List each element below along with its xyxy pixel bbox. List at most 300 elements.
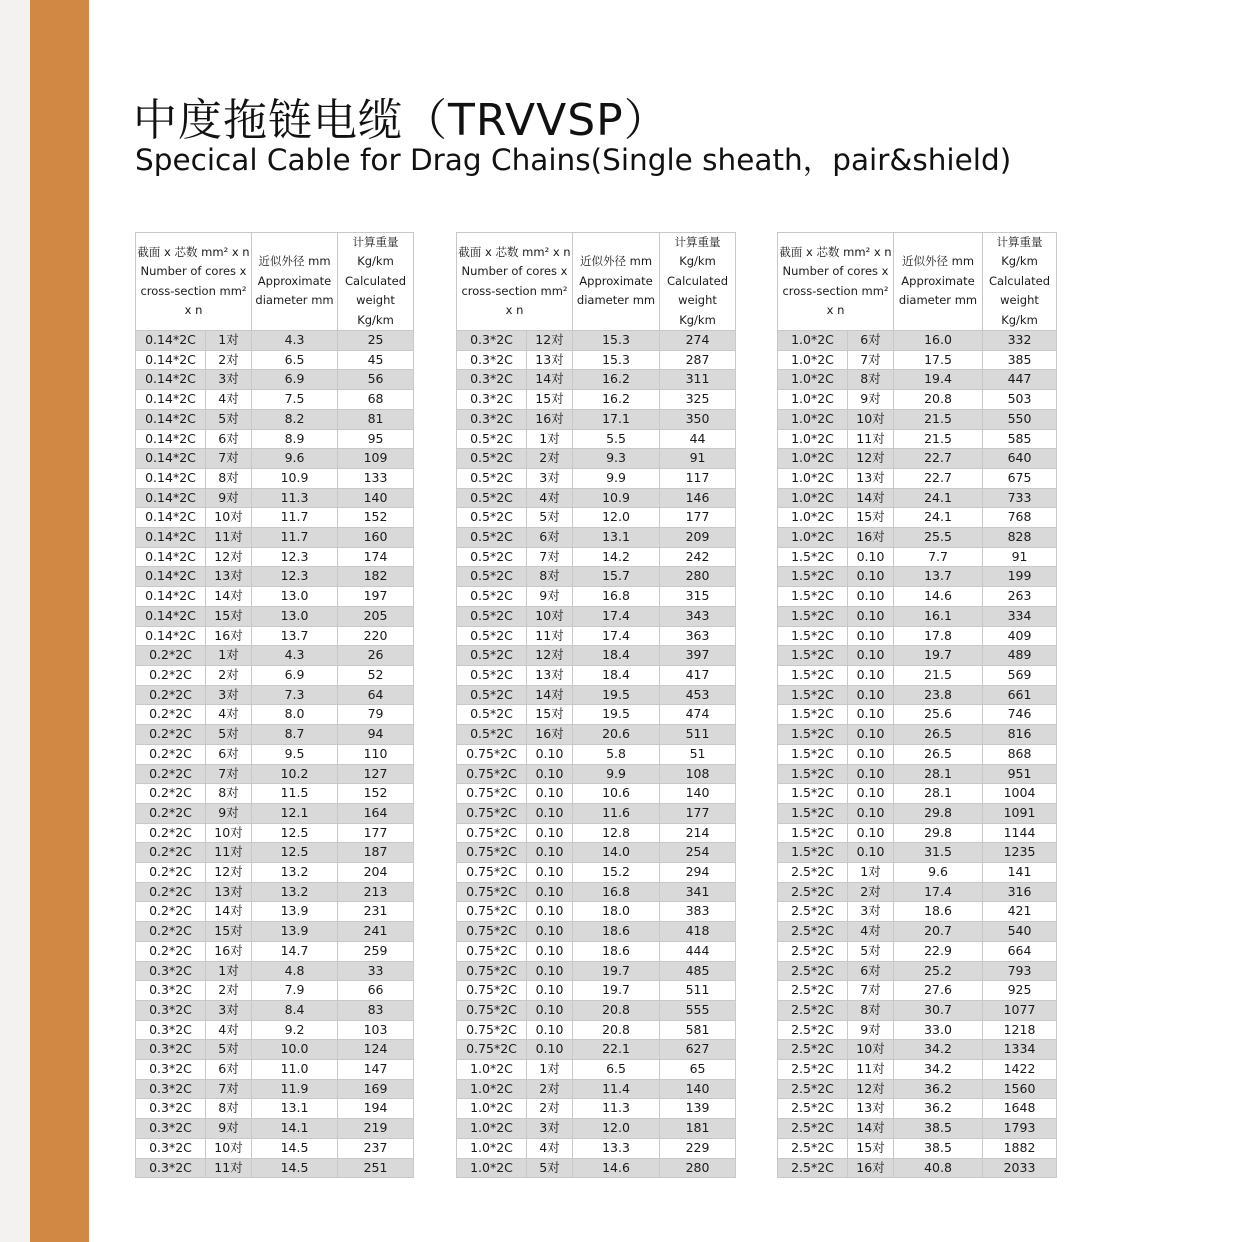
table-row bbox=[457, 1040, 736, 1060]
cell-weight: 555 bbox=[660, 1000, 736, 1020]
cell-diameter: 13.2 bbox=[252, 863, 338, 883]
cell-weight: 251 bbox=[338, 1158, 414, 1178]
cell-cross-section: 0.3*2C bbox=[457, 409, 527, 429]
table-row bbox=[457, 508, 736, 528]
cell-weight: 79 bbox=[338, 705, 414, 725]
cell-pairs: 15对 bbox=[527, 390, 573, 410]
cell-pairs: 11对 bbox=[206, 528, 252, 548]
cell-diameter: 9.6 bbox=[252, 449, 338, 469]
table-row bbox=[778, 725, 1057, 745]
table-row bbox=[778, 784, 1057, 804]
header-diameter: 近似外径 mm Approximate diameter mm bbox=[252, 233, 338, 331]
cell-pairs: 5对 bbox=[848, 941, 894, 961]
cell-cross-section: 0.2*2C bbox=[136, 705, 206, 725]
cell-pairs: 16对 bbox=[206, 626, 252, 646]
cell-diameter: 17.1 bbox=[573, 409, 660, 429]
cell-pairs: 8对 bbox=[527, 567, 573, 587]
cell-pairs: 6对 bbox=[206, 429, 252, 449]
cell-diameter: 22.9 bbox=[894, 941, 983, 961]
cell-weight: 64 bbox=[338, 685, 414, 705]
cell-cross-section: 1.0*2C bbox=[457, 1079, 527, 1099]
cell-diameter: 13.7 bbox=[252, 626, 338, 646]
cell-weight: 214 bbox=[660, 823, 736, 843]
cell-pairs: 5对 bbox=[206, 1040, 252, 1060]
cell-diameter: 17.4 bbox=[573, 626, 660, 646]
cell-pairs: 0.10 bbox=[848, 547, 894, 567]
cell-pairs: 8对 bbox=[206, 468, 252, 488]
cell-weight: 343 bbox=[660, 606, 736, 626]
table-row bbox=[457, 863, 736, 883]
cell-cross-section: 0.2*2C bbox=[136, 922, 206, 942]
cell-weight: 103 bbox=[338, 1020, 414, 1040]
table-row bbox=[457, 961, 736, 981]
table-row bbox=[778, 882, 1057, 902]
cell-weight: 51 bbox=[660, 744, 736, 764]
cell-weight: 140 bbox=[660, 1079, 736, 1099]
table-row bbox=[136, 449, 414, 469]
table-row bbox=[457, 823, 736, 843]
cell-diameter: 25.5 bbox=[894, 528, 983, 548]
cell-pairs: 9对 bbox=[527, 587, 573, 607]
table-row bbox=[778, 646, 1057, 666]
cell-weight: 409 bbox=[983, 626, 1057, 646]
cell-cross-section: 0.2*2C bbox=[136, 665, 206, 685]
cell-pairs: 1对 bbox=[206, 961, 252, 981]
cell-weight: 2033 bbox=[983, 1158, 1057, 1178]
cell-weight: 280 bbox=[660, 1158, 736, 1178]
table-row bbox=[136, 725, 414, 745]
cell-pairs: 0.10 bbox=[527, 882, 573, 902]
cell-diameter: 13.3 bbox=[573, 1138, 660, 1158]
table-row bbox=[457, 370, 736, 390]
cell-pairs: 4对 bbox=[206, 390, 252, 410]
cell-pairs: 1对 bbox=[527, 429, 573, 449]
cell-weight: 1793 bbox=[983, 1119, 1057, 1139]
cell-weight: 109 bbox=[338, 449, 414, 469]
cell-cross-section: 0.3*2C bbox=[136, 1079, 206, 1099]
cell-cross-section: 0.14*2C bbox=[136, 488, 206, 508]
cell-weight: 56 bbox=[338, 370, 414, 390]
table-row bbox=[778, 705, 1057, 725]
cell-diameter: 15.7 bbox=[573, 567, 660, 587]
cell-weight: 341 bbox=[660, 882, 736, 902]
cell-cross-section: 0.2*2C bbox=[136, 823, 206, 843]
cell-cross-section: 2.5*2C bbox=[778, 1119, 848, 1139]
table-header-row bbox=[457, 233, 736, 331]
cell-diameter: 21.5 bbox=[894, 429, 983, 449]
cell-pairs: 0.10 bbox=[848, 626, 894, 646]
cell-pairs: 0.10 bbox=[527, 764, 573, 784]
table-row bbox=[457, 587, 736, 607]
cell-weight: 197 bbox=[338, 587, 414, 607]
cell-cross-section: 0.75*2C bbox=[457, 843, 527, 863]
cell-diameter: 24.1 bbox=[894, 508, 983, 528]
cell-cross-section: 0.5*2C bbox=[457, 567, 527, 587]
table-row bbox=[778, 370, 1057, 390]
cell-cross-section: 0.3*2C bbox=[136, 1020, 206, 1040]
cell-cross-section: 0.2*2C bbox=[136, 941, 206, 961]
table-row bbox=[778, 823, 1057, 843]
cell-diameter: 20.8 bbox=[894, 390, 983, 410]
cell-diameter: 14.5 bbox=[252, 1138, 338, 1158]
header-weight: 计算重量 Kg/km Calculated weight Kg/km bbox=[338, 233, 414, 331]
table-row bbox=[457, 449, 736, 469]
table-row bbox=[457, 705, 736, 725]
table-row bbox=[778, 1040, 1057, 1060]
cell-pairs: 13对 bbox=[848, 468, 894, 488]
cell-cross-section: 0.3*2C bbox=[136, 1000, 206, 1020]
cell-weight: 1422 bbox=[983, 1060, 1057, 1080]
cell-pairs: 10对 bbox=[527, 606, 573, 626]
cell-weight: 95 bbox=[338, 429, 414, 449]
table-row bbox=[457, 685, 736, 705]
table-row bbox=[457, 331, 736, 351]
cell-weight: 127 bbox=[338, 764, 414, 784]
cell-cross-section: 0.75*2C bbox=[457, 981, 527, 1001]
cell-weight: 1882 bbox=[983, 1138, 1057, 1158]
table-row bbox=[457, 468, 736, 488]
cell-weight: 177 bbox=[660, 508, 736, 528]
table-row bbox=[136, 1158, 414, 1178]
cell-diameter: 18.6 bbox=[573, 922, 660, 942]
cell-pairs: 0.10 bbox=[848, 705, 894, 725]
cell-diameter: 18.0 bbox=[573, 902, 660, 922]
cell-pairs: 13对 bbox=[527, 350, 573, 370]
cell-diameter: 13.0 bbox=[252, 587, 338, 607]
cell-diameter: 11.0 bbox=[252, 1060, 338, 1080]
cell-cross-section: 0.3*2C bbox=[136, 1119, 206, 1139]
cell-pairs: 0.10 bbox=[848, 587, 894, 607]
cell-pairs: 13对 bbox=[206, 567, 252, 587]
table-row bbox=[778, 1119, 1057, 1139]
table-row bbox=[457, 665, 736, 685]
cell-diameter: 22.1 bbox=[573, 1040, 660, 1060]
cell-diameter: 16.0 bbox=[894, 331, 983, 351]
cell-cross-section: 1.0*2C bbox=[778, 528, 848, 548]
table-row bbox=[136, 803, 414, 823]
table-row bbox=[778, 1060, 1057, 1080]
cell-weight: 83 bbox=[338, 1000, 414, 1020]
table-row bbox=[778, 941, 1057, 961]
cell-pairs: 7对 bbox=[206, 1079, 252, 1099]
cell-cross-section: 0.75*2C bbox=[457, 823, 527, 843]
cell-weight: 146 bbox=[660, 488, 736, 508]
cell-cross-section: 2.5*2C bbox=[778, 922, 848, 942]
cell-cross-section: 0.5*2C bbox=[457, 626, 527, 646]
table-row bbox=[778, 1138, 1057, 1158]
cell-diameter: 12.1 bbox=[252, 803, 338, 823]
cell-pairs: 5对 bbox=[527, 1158, 573, 1178]
table-row bbox=[778, 409, 1057, 429]
cell-weight: 91 bbox=[983, 547, 1057, 567]
cell-cross-section: 1.0*2C bbox=[778, 508, 848, 528]
cell-weight: 152 bbox=[338, 784, 414, 804]
cell-pairs: 16对 bbox=[206, 941, 252, 961]
cell-diameter: 12.5 bbox=[252, 823, 338, 843]
cell-pairs: 8对 bbox=[848, 1000, 894, 1020]
cell-diameter: 6.5 bbox=[252, 350, 338, 370]
cell-diameter: 9.3 bbox=[573, 449, 660, 469]
table-row bbox=[778, 468, 1057, 488]
cell-weight: 44 bbox=[660, 429, 736, 449]
cell-weight: 1077 bbox=[983, 1000, 1057, 1020]
cell-diameter: 17.4 bbox=[573, 606, 660, 626]
cell-pairs: 0.10 bbox=[848, 567, 894, 587]
cell-diameter: 34.2 bbox=[894, 1060, 983, 1080]
cell-cross-section: 0.3*2C bbox=[136, 981, 206, 1001]
cell-pairs: 6对 bbox=[206, 1060, 252, 1080]
cell-weight: 489 bbox=[983, 646, 1057, 666]
cell-cross-section: 0.2*2C bbox=[136, 764, 206, 784]
table-row bbox=[457, 488, 736, 508]
cell-pairs: 16对 bbox=[848, 528, 894, 548]
cell-pairs: 14对 bbox=[527, 685, 573, 705]
cell-weight: 828 bbox=[983, 528, 1057, 548]
cell-diameter: 17.4 bbox=[894, 882, 983, 902]
cell-cross-section: 1.0*2C bbox=[778, 449, 848, 469]
cell-weight: 181 bbox=[660, 1119, 736, 1139]
header-cross-section: 截面 x 芯数 mm² x n Number of cores x cross-section mm² x n bbox=[457, 233, 573, 331]
cell-cross-section: 1.5*2C bbox=[778, 823, 848, 843]
cell-weight: 280 bbox=[660, 567, 736, 587]
table-row bbox=[778, 449, 1057, 469]
cell-pairs: 11对 bbox=[527, 626, 573, 646]
table-row bbox=[136, 508, 414, 528]
cell-cross-section: 1.0*2C bbox=[778, 350, 848, 370]
table-row bbox=[136, 587, 414, 607]
cell-diameter: 8.0 bbox=[252, 705, 338, 725]
cell-diameter: 7.5 bbox=[252, 390, 338, 410]
cell-weight: 259 bbox=[338, 941, 414, 961]
spec-table-1 bbox=[135, 232, 414, 1178]
cell-weight: 66 bbox=[338, 981, 414, 1001]
cell-weight: 205 bbox=[338, 606, 414, 626]
cell-diameter: 14.2 bbox=[573, 547, 660, 567]
cell-cross-section: 0.3*2C bbox=[457, 390, 527, 410]
cell-weight: 45 bbox=[338, 350, 414, 370]
cell-pairs: 14对 bbox=[848, 488, 894, 508]
table-row bbox=[136, 922, 414, 942]
cell-pairs: 2对 bbox=[848, 882, 894, 902]
table-row bbox=[778, 922, 1057, 942]
cell-weight: 1218 bbox=[983, 1020, 1057, 1040]
cell-cross-section: 1.0*2C bbox=[778, 468, 848, 488]
cell-pairs: 0.10 bbox=[848, 646, 894, 666]
table-row bbox=[457, 1020, 736, 1040]
cell-pairs: 16对 bbox=[848, 1158, 894, 1178]
cell-diameter: 22.7 bbox=[894, 449, 983, 469]
table-row bbox=[778, 508, 1057, 528]
cell-pairs: 13对 bbox=[206, 882, 252, 902]
cell-diameter: 9.9 bbox=[573, 764, 660, 784]
cell-diameter: 9.9 bbox=[573, 468, 660, 488]
cell-diameter: 14.1 bbox=[252, 1119, 338, 1139]
cell-pairs: 3对 bbox=[206, 685, 252, 705]
table-header-row bbox=[136, 233, 414, 331]
cell-pairs: 0.10 bbox=[527, 902, 573, 922]
cell-cross-section: 0.75*2C bbox=[457, 922, 527, 942]
table-row bbox=[136, 547, 414, 567]
table-row bbox=[136, 1040, 414, 1060]
cell-diameter: 22.7 bbox=[894, 468, 983, 488]
cell-weight: 68 bbox=[338, 390, 414, 410]
cell-cross-section: 0.3*2C bbox=[136, 1060, 206, 1080]
table-row bbox=[136, 331, 414, 351]
table-row bbox=[457, 547, 736, 567]
cell-pairs: 10对 bbox=[848, 409, 894, 429]
cell-weight: 447 bbox=[983, 370, 1057, 390]
cell-diameter: 14.0 bbox=[573, 843, 660, 863]
cell-weight: 418 bbox=[660, 922, 736, 942]
cell-cross-section: 0.5*2C bbox=[457, 685, 527, 705]
cell-weight: 199 bbox=[983, 567, 1057, 587]
cell-weight: 33 bbox=[338, 961, 414, 981]
cell-cross-section: 1.0*2C bbox=[457, 1060, 527, 1080]
cell-diameter: 19.5 bbox=[573, 685, 660, 705]
cell-pairs: 7对 bbox=[206, 764, 252, 784]
table-row bbox=[136, 961, 414, 981]
header-cross-section: 截面 x 芯数 mm² x n Number of cores x cross-section mm² x n bbox=[778, 233, 894, 331]
cell-pairs: 16对 bbox=[527, 725, 573, 745]
table-row bbox=[457, 784, 736, 804]
cell-pairs: 0.10 bbox=[848, 803, 894, 823]
cell-cross-section: 0.14*2C bbox=[136, 587, 206, 607]
cell-cross-section: 1.5*2C bbox=[778, 587, 848, 607]
cell-diameter: 20.7 bbox=[894, 922, 983, 942]
cell-cross-section: 1.5*2C bbox=[778, 744, 848, 764]
cell-weight: 147 bbox=[338, 1060, 414, 1080]
table-row bbox=[457, 646, 736, 666]
cell-diameter: 13.9 bbox=[252, 902, 338, 922]
cell-cross-section: 0.3*2C bbox=[136, 1138, 206, 1158]
cell-cross-section: 1.5*2C bbox=[778, 665, 848, 685]
table-row bbox=[778, 528, 1057, 548]
cell-cross-section: 0.14*2C bbox=[136, 547, 206, 567]
cell-diameter: 36.2 bbox=[894, 1099, 983, 1119]
cell-pairs: 0.10 bbox=[527, 961, 573, 981]
table-row bbox=[778, 1158, 1057, 1178]
cell-cross-section: 1.0*2C bbox=[778, 488, 848, 508]
cell-cross-section: 0.14*2C bbox=[136, 350, 206, 370]
cell-weight: 383 bbox=[660, 902, 736, 922]
cell-pairs: 12对 bbox=[848, 1079, 894, 1099]
cell-cross-section: 2.5*2C bbox=[778, 941, 848, 961]
cell-weight: 152 bbox=[338, 508, 414, 528]
cell-cross-section: 0.5*2C bbox=[457, 449, 527, 469]
cell-pairs: 0.10 bbox=[527, 1020, 573, 1040]
left-margin-bar bbox=[0, 0, 30, 1242]
table-row bbox=[778, 606, 1057, 626]
cell-weight: 94 bbox=[338, 725, 414, 745]
table-row bbox=[778, 1099, 1057, 1119]
cell-pairs: 0.10 bbox=[848, 606, 894, 626]
cell-diameter: 18.4 bbox=[573, 646, 660, 666]
cell-pairs: 0.10 bbox=[527, 744, 573, 764]
cell-diameter: 33.0 bbox=[894, 1020, 983, 1040]
cell-diameter: 23.8 bbox=[894, 685, 983, 705]
cell-pairs: 5对 bbox=[527, 508, 573, 528]
cell-cross-section: 2.5*2C bbox=[778, 1079, 848, 1099]
cell-cross-section: 2.5*2C bbox=[778, 1060, 848, 1080]
cell-weight: 1004 bbox=[983, 784, 1057, 804]
table-row bbox=[778, 547, 1057, 567]
table-row bbox=[457, 528, 736, 548]
cell-pairs: 6对 bbox=[848, 961, 894, 981]
cell-diameter: 10.2 bbox=[252, 764, 338, 784]
table-row bbox=[457, 981, 736, 1001]
cell-weight: 254 bbox=[660, 843, 736, 863]
table-row bbox=[136, 567, 414, 587]
cell-diameter: 36.2 bbox=[894, 1079, 983, 1099]
cell-cross-section: 0.75*2C bbox=[457, 1040, 527, 1060]
cell-diameter: 18.4 bbox=[573, 665, 660, 685]
cell-cross-section: 0.2*2C bbox=[136, 744, 206, 764]
table-row bbox=[136, 902, 414, 922]
table-row bbox=[136, 390, 414, 410]
cell-cross-section: 2.5*2C bbox=[778, 1040, 848, 1060]
table-row bbox=[457, 1099, 736, 1119]
table-row bbox=[457, 606, 736, 626]
cell-weight: 194 bbox=[338, 1099, 414, 1119]
cell-cross-section: 0.3*2C bbox=[457, 331, 527, 351]
cell-pairs: 1对 bbox=[206, 331, 252, 351]
table-row bbox=[136, 370, 414, 390]
cell-cross-section: 0.14*2C bbox=[136, 468, 206, 488]
cell-weight: 108 bbox=[660, 764, 736, 784]
cell-weight: 675 bbox=[983, 468, 1057, 488]
cell-weight: 52 bbox=[338, 665, 414, 685]
table-row bbox=[457, 941, 736, 961]
cell-pairs: 0.10 bbox=[527, 1000, 573, 1020]
cell-diameter: 5.8 bbox=[573, 744, 660, 764]
cell-pairs: 0.10 bbox=[527, 784, 573, 804]
cell-weight: 661 bbox=[983, 685, 1057, 705]
cell-diameter: 11.3 bbox=[252, 488, 338, 508]
cell-diameter: 40.8 bbox=[894, 1158, 983, 1178]
cell-cross-section: 0.14*2C bbox=[136, 409, 206, 429]
cell-weight: 187 bbox=[338, 843, 414, 863]
cell-diameter: 38.5 bbox=[894, 1138, 983, 1158]
table-row bbox=[778, 1079, 1057, 1099]
cell-diameter: 25.6 bbox=[894, 705, 983, 725]
cell-diameter: 11.9 bbox=[252, 1079, 338, 1099]
cell-weight: 141 bbox=[983, 863, 1057, 883]
cell-weight: 25 bbox=[338, 331, 414, 351]
cell-pairs: 0.10 bbox=[848, 823, 894, 843]
cell-pairs: 12对 bbox=[527, 646, 573, 666]
table-row bbox=[136, 764, 414, 784]
cell-diameter: 7.3 bbox=[252, 685, 338, 705]
cell-weight: 397 bbox=[660, 646, 736, 666]
cell-pairs: 12对 bbox=[206, 863, 252, 883]
cell-weight: 511 bbox=[660, 725, 736, 745]
cell-diameter: 13.1 bbox=[252, 1099, 338, 1119]
cell-cross-section: 0.5*2C bbox=[457, 429, 527, 449]
cell-cross-section: 0.14*2C bbox=[136, 508, 206, 528]
cell-weight: 287 bbox=[660, 350, 736, 370]
cell-cross-section: 0.75*2C bbox=[457, 941, 527, 961]
cell-weight: 117 bbox=[660, 468, 736, 488]
cell-weight: 91 bbox=[660, 449, 736, 469]
cell-weight: 315 bbox=[660, 587, 736, 607]
cell-weight: 385 bbox=[983, 350, 1057, 370]
cell-pairs: 14对 bbox=[206, 587, 252, 607]
cell-diameter: 6.5 bbox=[573, 1060, 660, 1080]
cell-pairs: 8对 bbox=[206, 784, 252, 804]
cell-pairs: 0.10 bbox=[527, 843, 573, 863]
cell-cross-section: 1.0*2C bbox=[778, 409, 848, 429]
cell-pairs: 7对 bbox=[848, 981, 894, 1001]
